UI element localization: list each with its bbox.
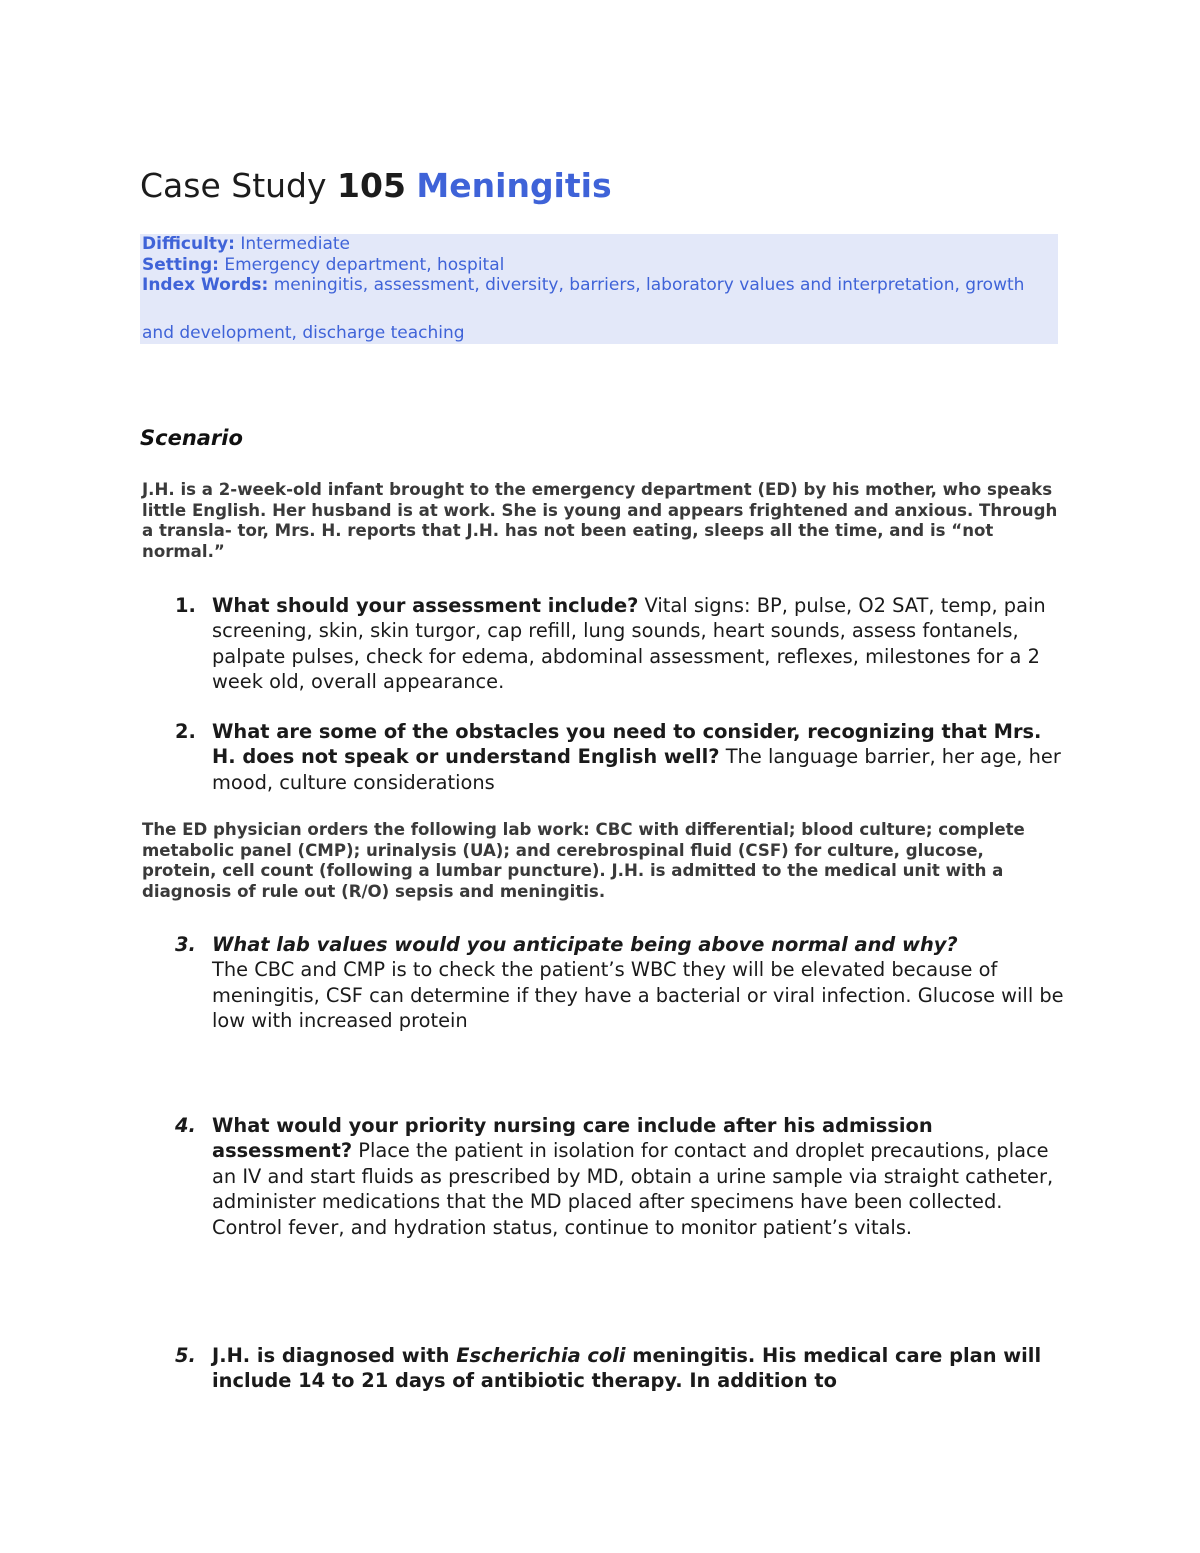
difficulty-label: Difficulty: [142, 234, 235, 254]
scenario-paragraph: J.H. is a 2-week-old infant brought to the emergency department (ED) by his mother, who speaks little English. Her husband is at work. She is young and appears frightened and anxious. Through a transla- tor, Mrs. H. reports that J.H. has not been eating, sleeps all the time, and is “not normal.” [142, 480, 1058, 561]
difficulty-value: Intermediate [234, 234, 351, 254]
setting-value: Emergency department, hospital [218, 255, 505, 275]
question-number: 1. [175, 594, 196, 617]
organism-name: Escherichia coli [456, 1344, 626, 1367]
index-words-value: meningitis, assessment, diversity, barriers, laboratory values and interpretation, growth [268, 275, 1025, 295]
case-number: 105 [337, 166, 406, 205]
question-text: What would your priority nursing care include after his admission assessment? [212, 1114, 933, 1163]
index-words-line [142, 275, 1024, 296]
answer-text: Vital signs: BP, pulse, O2 SAT, temp, pain screening, skin, skin turgor, cap refill, lung sounds, heart sounds, assess fontanels, palpate pulses, check for edema, abdominal assessment, reflexes, milestones for a 2 week old, overall appearance. [212, 594, 1046, 694]
index-words-continuation: and development, discharge teaching [142, 323, 465, 343]
title-prefix: Case Study [140, 166, 338, 205]
answer-text: The CBC and CMP is to check the patient’s WBC they will be elevated because of meningitis, CSF can determine if they have a bacterial or viral infection. Glucose will be low with increased protein [212, 958, 1064, 1033]
difficulty-line [142, 234, 350, 255]
answer-text: The language barrier, her age, her mood, culture considerations [212, 745, 1061, 794]
case-topic: Meningitis [416, 166, 612, 205]
question-text [212, 1344, 1041, 1392]
setting-line [142, 255, 504, 276]
question-number: 3. [175, 933, 196, 956]
question-number: 4. [175, 1114, 196, 1137]
question-number: 5. [175, 1344, 196, 1367]
question-number: 2. [175, 720, 196, 743]
question-text: What should your assessment include? [212, 594, 639, 617]
lab-orders-paragraph: The ED physician orders the following lab work: CBC with differential; blood culture; complete metabolic panel (CMP); urinalysis (UA); and cerebrospinal fluid (CSF) for culture, glucose, protein, cell count (following a lumbar puncture). J.H. is admitted to the medical unit with a diagnosis of rule out (R/O) sepsis and meningitis. [142, 820, 1025, 901]
index-words-label: Index Words: [142, 275, 269, 295]
question-text: What are some of the obstacles you need to consider, recognizing that Mrs. H. does not speak or understand English well? [212, 720, 1042, 769]
setting-label: Setting: [142, 255, 219, 275]
case-study-title [140, 164, 612, 208]
case-metadata-box [140, 234, 1058, 344]
scenario-heading: Scenario [140, 426, 243, 450]
question-text-part-1: J.H. is diagnosed with [212, 1344, 457, 1367]
answer-text: Place the patient in isolation for contact and droplet precautions, place an IV and start fluids as prescribed by MD, obtain a urine sample via straight catheter, administer medications that the MD placed after specimens have been collected. Control fever, and hydration status, continue to monitor patient’s vitals. [212, 1139, 1054, 1239]
question-text-part-2: meningitis. His medical care plan will include 14 to 21 days of antibiotic therapy. In addition to [212, 1344, 1042, 1393]
question-text: What lab values would you anticipate being above normal and why? [212, 933, 958, 956]
